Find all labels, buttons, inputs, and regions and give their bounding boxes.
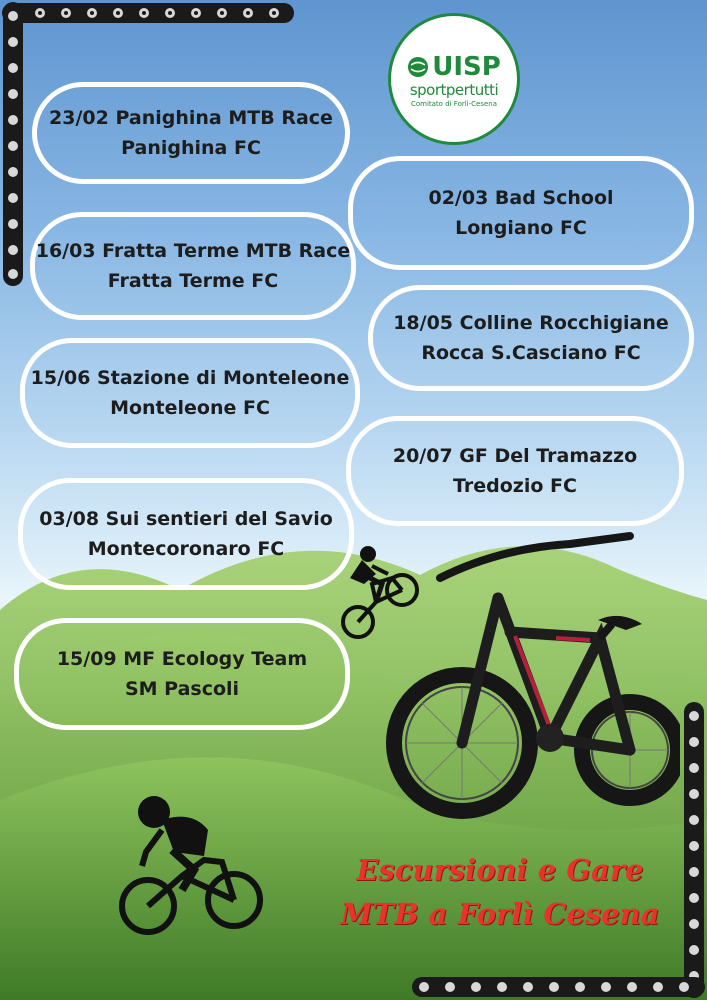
- event-title: 03/08 Sui sentieri del Savio: [39, 508, 333, 530]
- event-location: Montecoronaro FC: [87, 538, 285, 560]
- event-title: 02/03 Bad School: [428, 187, 614, 209]
- event-pill-7: [18, 478, 354, 590]
- event-location: Monteleone FC: [110, 397, 270, 419]
- title-line-1: Escursioni e Gare: [356, 853, 644, 887]
- event-pill-5: [20, 338, 360, 448]
- globe-icon: [407, 56, 429, 78]
- event-pill-2: [348, 156, 694, 270]
- event-location: Longiano FC: [455, 217, 587, 239]
- event-title: 15/09 MF Ecology Team: [56, 648, 308, 670]
- event-pill-3: [30, 212, 356, 320]
- uisp-logo: [388, 13, 520, 145]
- event-pill-6: [346, 416, 684, 526]
- event-title: 23/02 Panighina MTB Race: [49, 107, 333, 129]
- mtb-rider-large-icon: [112, 790, 272, 940]
- event-location: SM Pascoli: [124, 678, 240, 700]
- event-title: 15/06 Stazione di Monteleone: [30, 367, 350, 389]
- event-location: Tredozio FC: [453, 475, 577, 497]
- event-pill-4: [368, 285, 694, 391]
- logo-tagline: sportpertutti: [409, 80, 499, 99]
- event-title: 18/05 Colline Rocchigiane: [393, 312, 669, 334]
- event-title: 20/07 GF Del Tramazzo: [392, 445, 638, 467]
- chain-left-icon: [0, 0, 26, 290]
- logo-subtitle: Comitato di Forlì-Cesena: [410, 100, 498, 109]
- title-line-2: MTB a Forlì Cesena: [340, 897, 660, 931]
- event-pill-8: [14, 618, 350, 730]
- mountain-bike-icon: [380, 528, 680, 848]
- logo-brand: UISP: [432, 51, 501, 82]
- event-title: 16/03 Fratta Terme MTB Race: [35, 240, 351, 262]
- chain-bottom-icon: [410, 974, 707, 1000]
- poster-title: [300, 848, 700, 936]
- event-location: Rocca S.Casciano FC: [421, 342, 641, 364]
- event-location: Panighina FC: [121, 137, 261, 159]
- chain-top-icon: [0, 0, 300, 26]
- event-location: Fratta Terme FC: [107, 270, 279, 292]
- event-pill-1: [32, 82, 350, 184]
- logo-mark: [407, 51, 501, 82]
